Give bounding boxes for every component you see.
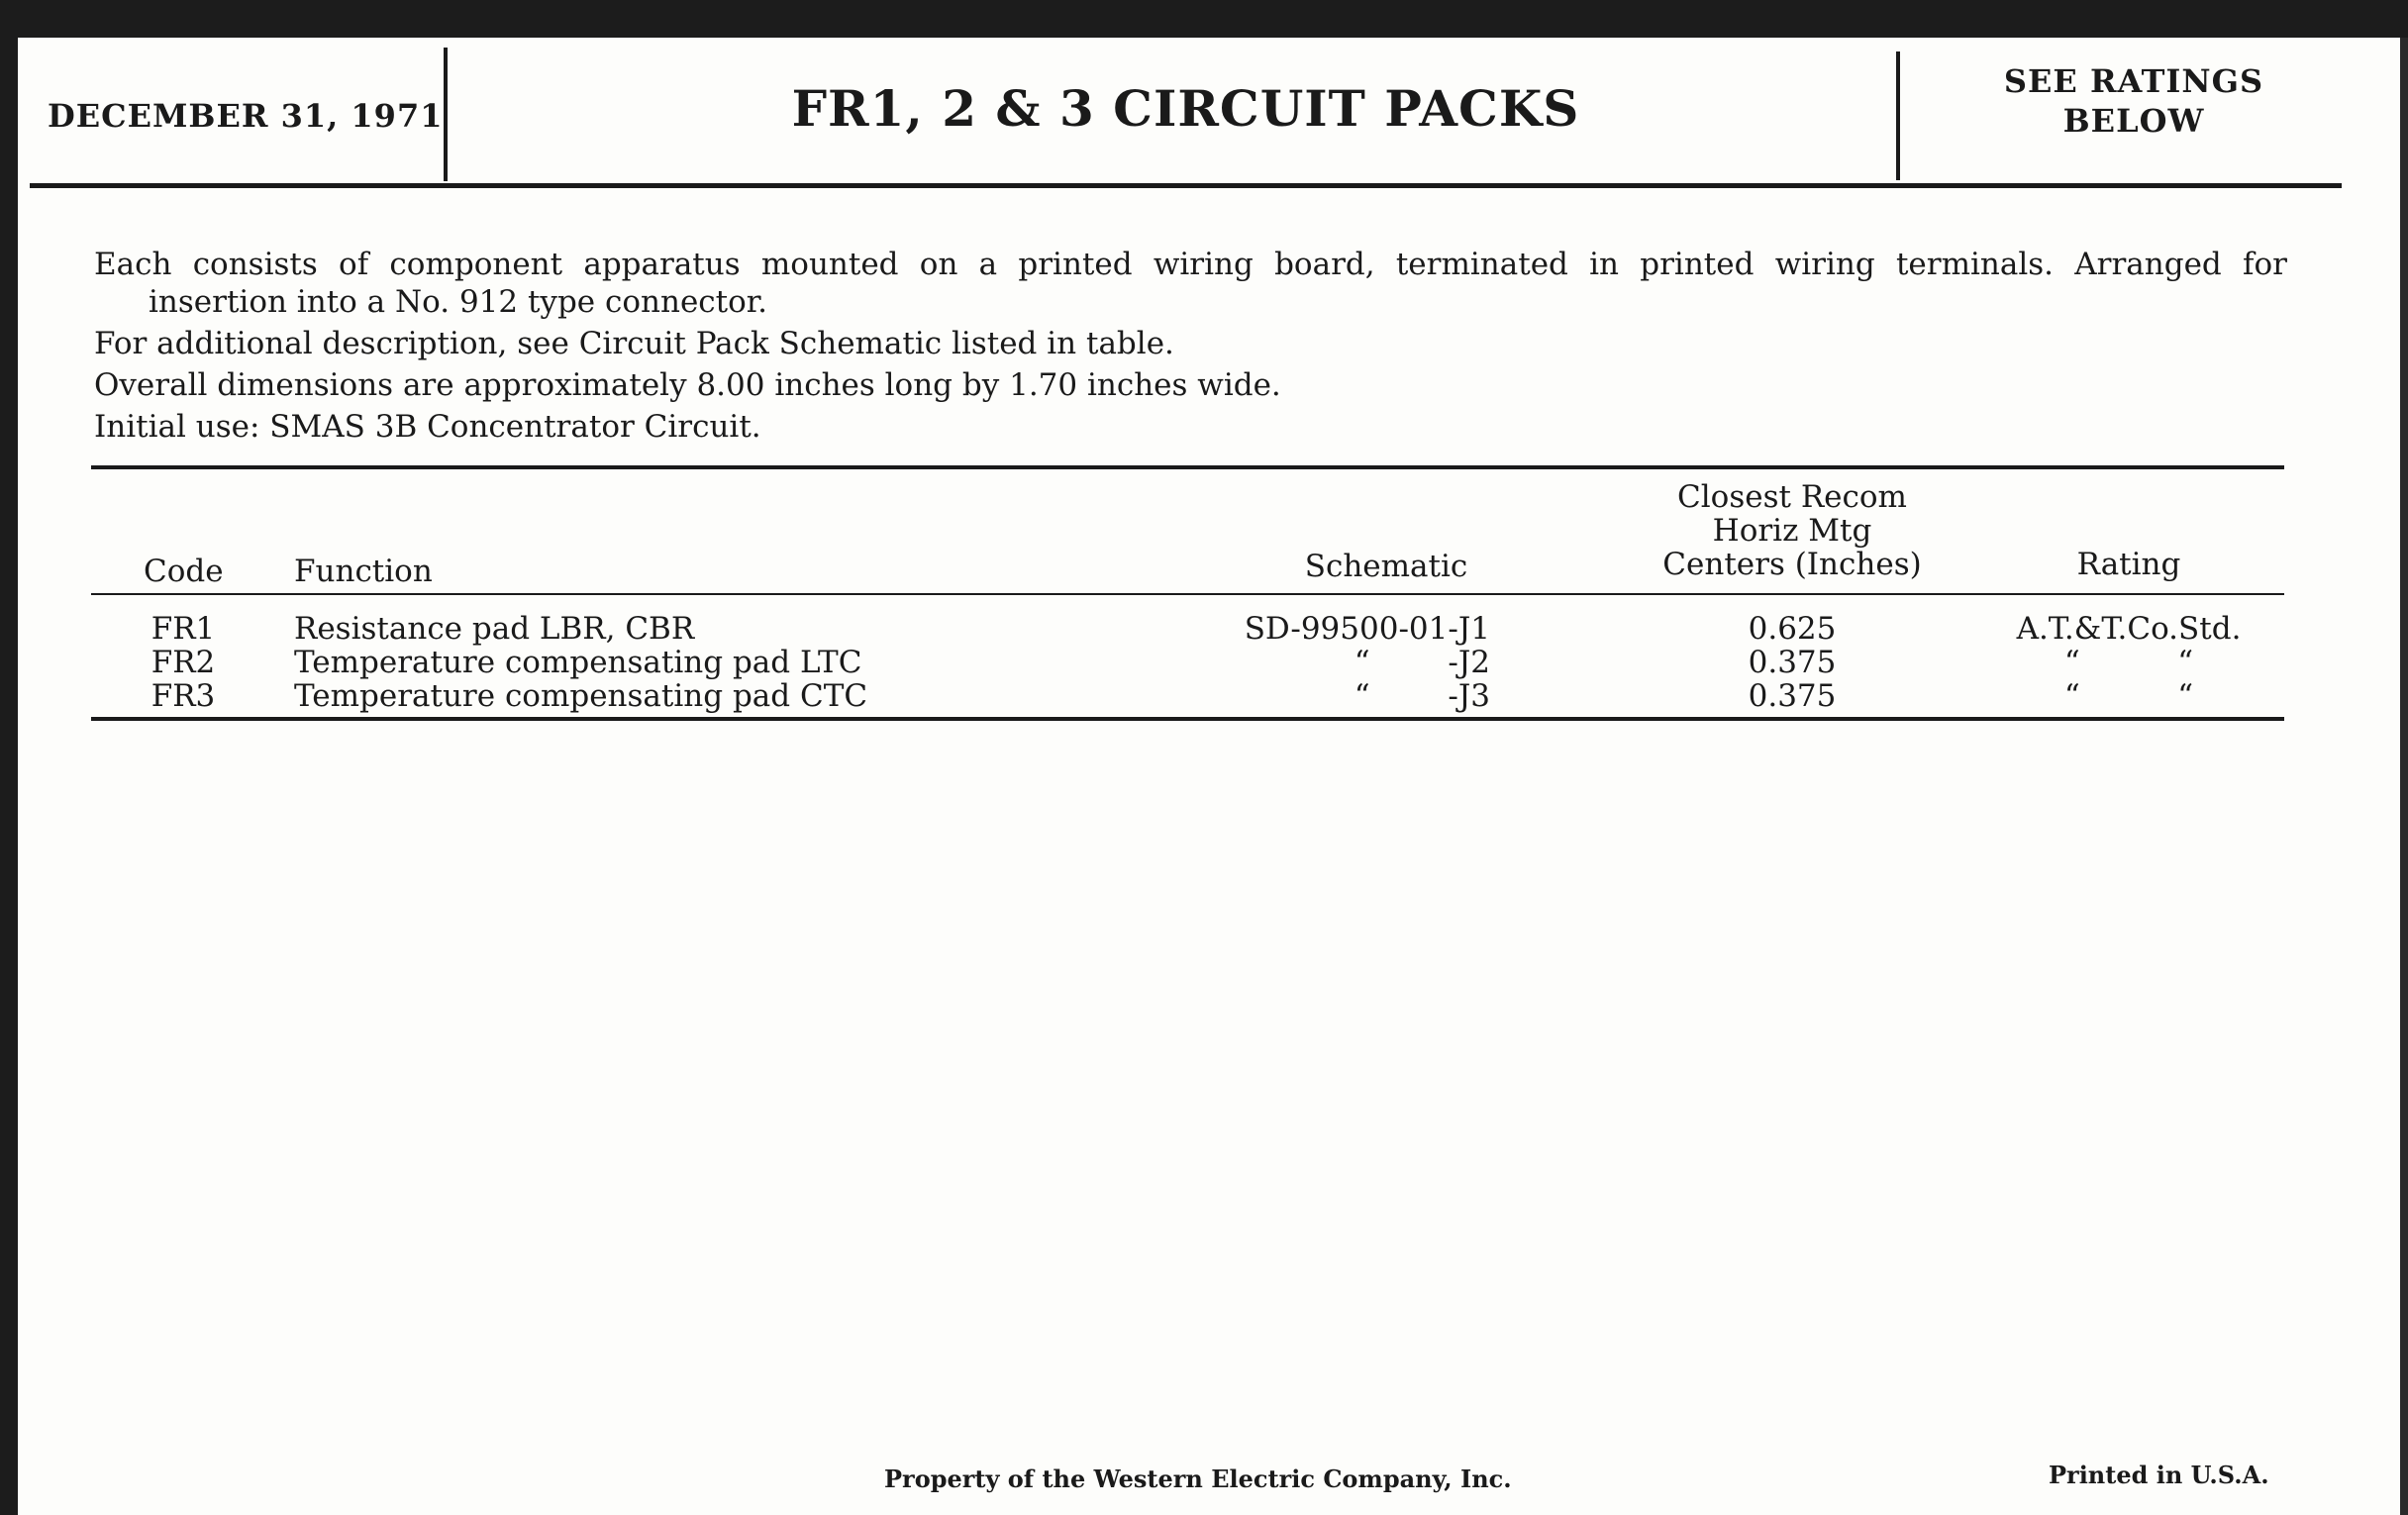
table-cell-centers: 0.375 (1748, 678, 1837, 714)
document-title: FR1, 2 & 3 CIRCUIT PACKS (791, 79, 1580, 138)
footer-property-notice: Property of the Western Electric Company, Inc. (884, 1464, 1512, 1493)
centers-header-line3: Centers (Inches) (1662, 547, 1922, 582)
table-cell-centers: 0.625 (1748, 611, 1837, 647)
centers-header-line1: Closest Recom (1677, 479, 1907, 515)
header-divider-right (1896, 51, 1900, 180)
table-cell-centers: 0.375 (1748, 645, 1837, 680)
footer-printed-notice: Printed in U.S.A. (2049, 1461, 2269, 1489)
table-rule-bottom (91, 717, 2284, 721)
table-cell-function: Resistance pad LBR, CBR (294, 611, 695, 647)
description-line-2: For additional description, see Circuit Pack Schematic listed in table. (94, 326, 1174, 361)
table-cell-rating: “ “ (2063, 678, 2194, 714)
rating-note-line2: BELOW (2062, 102, 2205, 140)
table-cell-schematic: SD-99500-01-J1 (1244, 611, 1490, 647)
table-cell-schematic: “ -J3 (1354, 678, 1490, 714)
table-cell-rating: A.T.&T.Co.Std. (2016, 611, 2242, 647)
table-rule-top (91, 465, 2284, 469)
column-header-schematic: Schematic (1304, 549, 1468, 584)
description-line-4: Initial use: SMAS 3B Concentrator Circuit. (94, 409, 761, 445)
document-date: DECEMBER 31, 1971 (48, 97, 444, 135)
table-cell-rating: “ “ (2063, 645, 2194, 680)
column-header-code: Code (144, 554, 224, 589)
centers-header-line2: Horiz Mtg (1712, 513, 1872, 549)
header-rating-note (1906, 61, 2361, 141)
rating-note-line1: SEE RATINGS (2003, 62, 2264, 100)
column-header-function: Function (294, 554, 433, 589)
table-rule-header (91, 593, 2284, 595)
column-header-rating: Rating (2076, 547, 2181, 582)
column-header-centers (1624, 480, 1960, 581)
table-cell-function: Temperature compensating pad CTC (294, 678, 868, 714)
description-line-1-continued: insertion into a No. 912 type connector. (149, 284, 768, 320)
header-divider-left (444, 48, 448, 181)
table-cell-code: FR3 (150, 678, 216, 714)
table-cell-code: FR2 (150, 645, 216, 680)
table-cell-function: Temperature compensating pad LTC (294, 645, 862, 680)
description-line-3: Overall dimensions are approximately 8.00 inches long by 1.70 inches wide. (94, 367, 1281, 403)
description-line-1: Each consists of component apparatus mounted on a printed wiring board, terminated in printed wiring terminals. Arranged for (94, 247, 2287, 282)
sheet-edge (2400, 38, 2408, 1515)
header-rule (30, 183, 2342, 188)
description-block (94, 246, 2287, 446)
table-cell-code: FR1 (150, 611, 216, 647)
table-cell-schematic: “ -J2 (1354, 645, 1490, 680)
